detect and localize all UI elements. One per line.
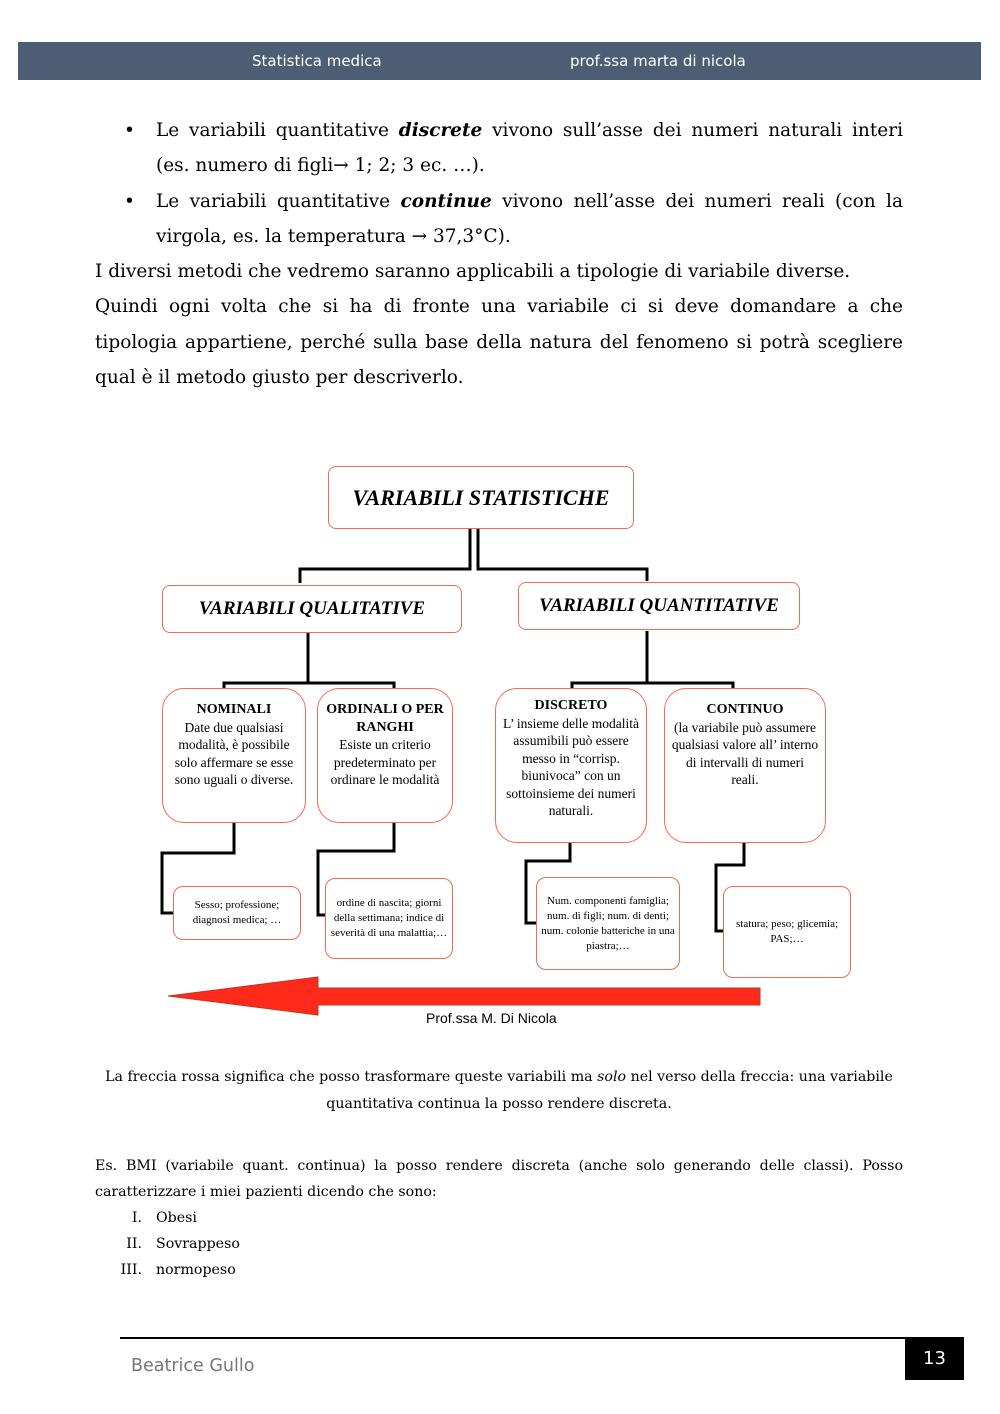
ordinal-title: ORDINALI O PER RANGHI	[326, 702, 444, 735]
list-item: I. Obesi	[131, 1210, 197, 1226]
nominal-description: Date due qualsiasi modalità, è possibile solo affermare se esse sono uguali o diverse.	[174, 719, 294, 787]
paragraph-typology: Quindi ogni volta che si ha di fronte una variabile ci si deve domandare a che tipologia appartiene, perché sulla base della natura del fenomeno si potrà scegliere qual è il metodo giusto per descriverlo.	[95, 296, 903, 389]
ordinal-description: Esiste un criterio predeterminato per ordinare le modalità	[330, 737, 440, 787]
term-continuous: continue	[400, 190, 492, 212]
figure-caption: La freccia rossa significa che posso trasformare queste variabili ma solo nel verso della freccia: una variabile quantitativa continua la posso rendere discreta.	[105, 1069, 893, 1112]
node-discrete	[495, 688, 647, 843]
bullet-discrete: • Le variabili quantitative discrete vivono sull’asse dei numeri naturali interi (es. numero di figli→ 1; 2; 3 ec. …).	[95, 113, 903, 184]
bmi-class-list	[95, 1205, 903, 1283]
discrete-description: L’ insieme delle modalità assumibili può essere messo in “corrisp. biunivoca” con un sottoinsieme dei numeri naturali.	[502, 715, 640, 818]
caption-emphasis: solo	[597, 1069, 627, 1085]
diagram-credit: Prof.ssa M. Di Nicola	[426, 1010, 557, 1026]
term-discrete: discrete	[398, 120, 483, 141]
header-course-title: Statistica medica	[252, 52, 382, 70]
bmi-example	[95, 1153, 903, 1283]
bullet-dot: •	[124, 190, 135, 212]
list-item: II. Sovrappeso	[126, 1236, 240, 1252]
examples-discrete: Num. componenti famiglia; num. di figli; num. di denti; num. colonie batteriche in una piastra;…	[536, 877, 680, 970]
node-nominal	[162, 688, 306, 823]
paragraph-methods: I diversi metodi che vedremo saranno applicabili a tipologie di variabile diverse.	[95, 261, 851, 283]
footer-divider	[120, 1337, 906, 1339]
examples-continuous: statura; peso; glicemia; PAS;…	[723, 886, 851, 978]
node-continuous	[664, 688, 826, 843]
bullet-list	[95, 113, 903, 254]
continuous-description: (la variabile può assumere qualsiasi valore all’ interno di intervalli di numeri reali.	[671, 719, 819, 787]
header-professor: prof.ssa marta di nicola	[570, 52, 746, 70]
node-qualitative: VARIABILI QUALITATIVE	[162, 585, 462, 633]
bullet-dot: •	[124, 120, 135, 141]
bullet-continuous: • Le variabili quantitative continue vivono nell’asse dei numeri reali (con la virgola, es. la temperatura → 37,3°C).	[95, 184, 903, 255]
continuous-title: CONTINUO	[706, 702, 784, 717]
node-root: VARIABILI STATISTICHE	[328, 466, 634, 529]
page-number: 13	[905, 1337, 964, 1380]
node-quantitative: VARIABILI QUANTITATIVE	[518, 582, 800, 630]
bmi-example-text: Es. BMI (variabile quant. continua) la posso rendere discreta (anche solo generando delle classi). Posso caratterizzare i miei pazienti dicendo che sono:	[95, 1158, 903, 1200]
node-ordinal	[317, 688, 453, 823]
nominal-title: NOMINALI	[196, 702, 272, 717]
examples-nominal: Sesso; professione; diagnosi medica; …	[173, 886, 301, 940]
page-header	[18, 42, 981, 80]
list-item: III. normopeso	[120, 1262, 236, 1278]
discrete-title: DISCRETO	[534, 698, 608, 713]
footer-author: Beatrice Gullo	[131, 1356, 255, 1376]
intro-text	[95, 113, 903, 395]
examples-ordinal: ordine di nascita; giorni della settimana; indice di severità di una malattia;…	[325, 878, 453, 959]
variables-diagram	[150, 455, 862, 1035]
